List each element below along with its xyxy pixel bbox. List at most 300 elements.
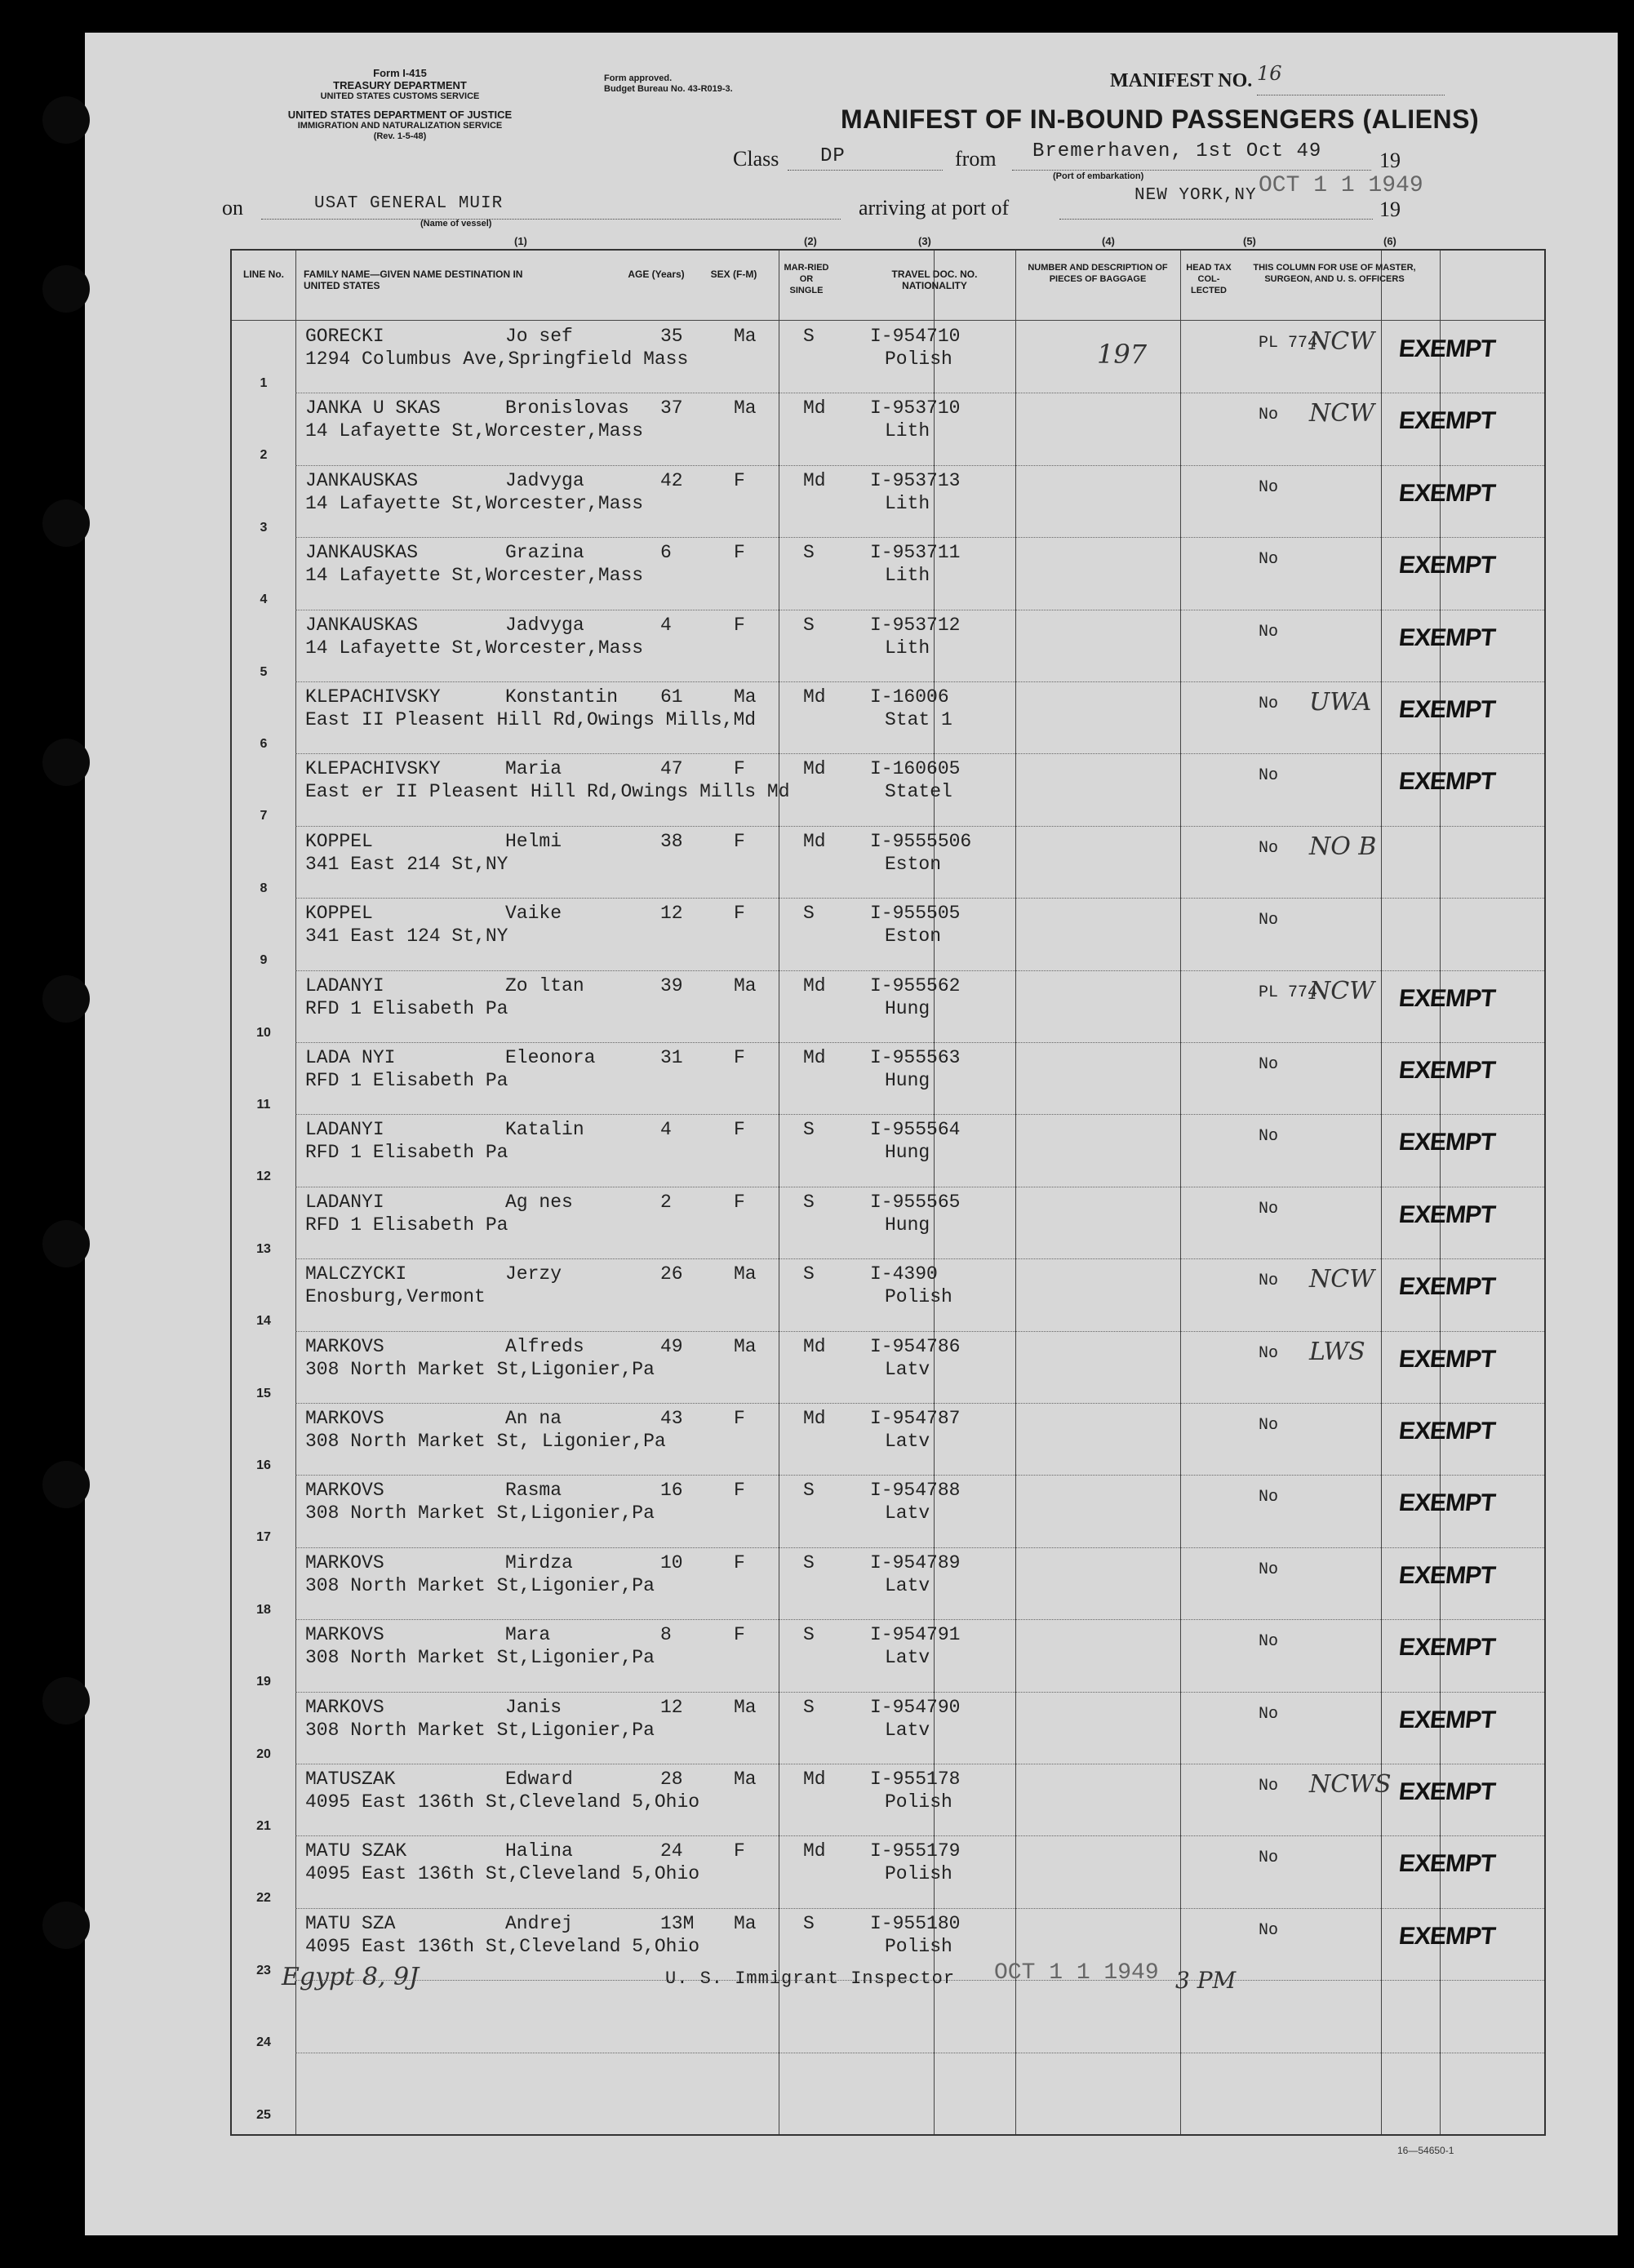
- exempt-stamp: EXEMPT: [1397, 1345, 1497, 1373]
- head-tax: PL 774: [1259, 983, 1318, 1002]
- inspector-time: 3 PM: [1175, 1967, 1237, 1994]
- age: 4: [660, 1119, 672, 1141]
- officer-note: NO B: [1309, 832, 1377, 861]
- family-name: KOPPEL: [305, 830, 373, 852]
- punch-hole: [42, 499, 90, 547]
- destination: RFD 1 Elisabeth Pa: [305, 1070, 508, 1091]
- sex: F: [734, 1047, 745, 1068]
- from-value: Bremerhaven, 1st Oct 49: [1032, 140, 1322, 162]
- officer-note: NCW: [1309, 1265, 1375, 1294]
- travel-doc-no: I-955180: [870, 1912, 961, 1934]
- given-name: Helmi: [505, 830, 562, 852]
- marital-status: S: [803, 903, 815, 925]
- sex: F: [734, 1119, 745, 1141]
- marital-status: Md: [803, 1408, 826, 1429]
- exempt-stamp: EXEMPT: [1397, 479, 1497, 507]
- travel-doc-no: I-955562: [870, 974, 961, 996]
- marital-status: S: [803, 1912, 815, 1934]
- marital-status: Md: [803, 758, 826, 780]
- age: 43: [660, 1408, 683, 1429]
- col-num-2: (2): [804, 235, 817, 247]
- given-name: An na: [505, 1408, 562, 1429]
- head-tax: No: [1259, 911, 1279, 930]
- budget-bureau: Budget Bureau No. 43-R019-3.: [604, 84, 733, 94]
- destination: 14 Lafayette St,Worcester,Mass: [305, 565, 644, 587]
- head-tax: No: [1259, 1632, 1279, 1652]
- exempt-stamp: EXEMPT: [1397, 624, 1497, 651]
- row-divider: [295, 1692, 1544, 1693]
- marital-status: S: [803, 542, 815, 564]
- age: 13M: [660, 1912, 695, 1934]
- punch-hole: [42, 1677, 90, 1724]
- head-tax: No: [1259, 1920, 1279, 1940]
- passenger-table: [230, 249, 1546, 2136]
- line-number: 19: [256, 1675, 271, 1689]
- exempt-stamp: EXEMPT: [1397, 1706, 1497, 1733]
- family-name: GORECKI: [305, 326, 384, 347]
- given-name: Bronislovas: [505, 397, 629, 419]
- exempt-stamp: EXEMPT: [1397, 984, 1497, 1012]
- age: 35: [660, 326, 683, 347]
- line-number: 18: [256, 1602, 271, 1617]
- vessel-note: (Name of vessel): [420, 219, 492, 229]
- given-name: Jadvyga: [505, 614, 584, 636]
- travel-doc-no: I-953713: [870, 469, 961, 491]
- given-name: Jadvyga: [505, 469, 584, 491]
- line-number: 23: [256, 1963, 271, 1977]
- given-name: Halina: [505, 1840, 573, 1862]
- head-tax: No: [1259, 838, 1279, 858]
- destination: 14 Lafayette St,Worcester,Mass: [305, 420, 644, 442]
- head-tax: No: [1259, 1560, 1279, 1579]
- marital-status: S: [803, 1263, 815, 1285]
- exempt-stamp: EXEMPT: [1397, 1850, 1497, 1878]
- family-name: MATU SZA: [305, 1912, 396, 1934]
- justice-dept: UNITED STATES DEPARTMENT OF JUSTICE: [287, 109, 513, 121]
- line-number: 3: [260, 520, 268, 535]
- given-name: Eleonora: [505, 1047, 596, 1068]
- exempt-stamp: EXEMPT: [1397, 1201, 1497, 1228]
- given-name: Edward: [505, 1769, 573, 1790]
- line-number: 12: [256, 1170, 271, 1184]
- sex: F: [734, 1840, 745, 1862]
- travel-doc-no: I-955179: [870, 1840, 961, 1862]
- marital-status: Md: [803, 1769, 826, 1790]
- nationality: Polish: [885, 348, 952, 370]
- age: 31: [660, 1047, 683, 1068]
- row-divider: [295, 1258, 1544, 1259]
- travel-doc-no: I-954786: [870, 1335, 961, 1357]
- travel-doc-no: I-955565: [870, 1191, 961, 1213]
- destination: 1294 Columbus Ave,Springfield Mass: [305, 348, 689, 370]
- family-name: MATUSZAK: [305, 1769, 396, 1790]
- line-number: 16: [256, 1458, 271, 1472]
- family-name: JANKAUSKAS: [305, 614, 419, 636]
- form-approved: Form approved.: [604, 73, 673, 83]
- col-header-name: FAMILY NAME—GIVEN NAME DESTINATION IN UNITED STATES: [304, 269, 523, 291]
- travel-doc-no: I-954710: [870, 326, 961, 347]
- manifest-no-value: 16: [1257, 62, 1282, 85]
- row-divider: [295, 465, 1544, 466]
- marital-status: Md: [803, 830, 826, 852]
- family-name: MARKOVS: [305, 1551, 384, 1573]
- sex: F: [734, 1480, 745, 1502]
- head-tax: No: [1259, 1777, 1279, 1795]
- sex: F: [734, 1624, 745, 1646]
- col-header-married: MAR-RIED OR SINGLE: [784, 263, 829, 295]
- nationality: Hung: [885, 1142, 930, 1164]
- line-number: 15: [256, 1386, 271, 1400]
- given-name: Alfreds: [505, 1335, 584, 1357]
- col-num-6: (6): [1383, 235, 1396, 247]
- travel-doc-no: I-955563: [870, 1047, 961, 1068]
- nationality: Latv: [885, 1502, 930, 1525]
- exempt-stamp: EXEMPT: [1397, 1489, 1497, 1517]
- nationality: Latv: [885, 1358, 930, 1380]
- head-tax: No: [1259, 1343, 1279, 1363]
- col-num-1: (1): [514, 235, 527, 247]
- destination: 341 East 214 St,NY: [305, 853, 508, 875]
- vessel-name: USAT GENERAL MUIR: [314, 194, 504, 213]
- line-number: 20: [256, 1746, 271, 1761]
- marital-status: S: [803, 1191, 815, 1213]
- marital-status: Md: [803, 1047, 826, 1068]
- sex: Ma: [734, 326, 757, 347]
- col-header-line: LINE No.: [243, 269, 284, 280]
- age: 28: [660, 1769, 683, 1790]
- port-embark-note: (Port of embarkation): [1053, 171, 1144, 181]
- punch-hole: [42, 975, 90, 1023]
- head-tax: No: [1259, 1704, 1279, 1724]
- age: 12: [660, 1696, 683, 1718]
- destination: 4095 East 136th St,Cleveland 5,Ohio: [305, 1791, 700, 1813]
- inspector-signature: Egypt 8, 9J: [282, 1963, 420, 1991]
- destination: RFD 1 Elisabeth Pa: [305, 997, 508, 1019]
- age: 37: [660, 397, 683, 419]
- nationality: Lith: [885, 565, 930, 587]
- row-divider: [295, 1547, 1544, 1548]
- nationality: Polish: [885, 1286, 952, 1308]
- col-num-3: (3): [918, 235, 931, 247]
- age: 26: [660, 1263, 683, 1285]
- given-name: Vaike: [505, 903, 562, 925]
- family-name: MARKOVS: [305, 1624, 384, 1646]
- nationality: Stat 1: [885, 709, 952, 730]
- age: 2: [660, 1191, 672, 1213]
- sex: Ma: [734, 397, 757, 419]
- line-number: 21: [256, 1819, 271, 1833]
- age: 10: [660, 1551, 683, 1573]
- travel-doc-no: I-16006: [870, 686, 949, 708]
- marital-status: S: [803, 1696, 815, 1718]
- from-line: [1012, 170, 1371, 171]
- punch-hole: [42, 1220, 90, 1267]
- sex: F: [734, 1408, 745, 1429]
- destination: 308 North Market St,Ligonier,Pa: [305, 1719, 655, 1741]
- sex: Ma: [734, 1696, 757, 1718]
- manifest-title: MANIFEST OF IN-BOUND PASSENGERS (ALIENS): [841, 104, 1480, 134]
- form-number: Form I-415: [373, 67, 427, 79]
- given-name: Katalin: [505, 1119, 584, 1141]
- punch-hole: [42, 1902, 90, 1949]
- exempt-stamp: EXEMPT: [1397, 1778, 1497, 1805]
- officer-note: NCW: [1309, 976, 1375, 1005]
- marital-status: Md: [803, 469, 826, 491]
- age: 24: [660, 1840, 683, 1862]
- marital-status: Md: [803, 1840, 826, 1862]
- given-name: Andrej: [505, 1912, 573, 1934]
- exempt-stamp: EXEMPT: [1397, 768, 1497, 796]
- line-number: 11: [256, 1098, 271, 1112]
- marital-status: S: [803, 614, 815, 636]
- line-number: 6: [260, 737, 268, 751]
- ins-service: IMMIGRATION AND NATURALIZATION SERVICE: [297, 121, 503, 131]
- head-tax: No: [1259, 622, 1279, 641]
- line-number: 8: [260, 881, 268, 895]
- punch-hole: [42, 96, 90, 144]
- row-divider: [295, 1403, 1544, 1404]
- given-name: Konstantin: [505, 686, 619, 708]
- exempt-stamp: EXEMPT: [1397, 407, 1497, 435]
- officer-note: LWS: [1309, 1337, 1365, 1366]
- line-number: 7: [260, 809, 268, 823]
- head-tax: No: [1259, 1272, 1279, 1291]
- row-divider: [295, 753, 1544, 754]
- head-tax: No: [1259, 766, 1279, 786]
- destination: Enosburg,Vermont: [305, 1286, 486, 1308]
- exempt-stamp: EXEMPT: [1397, 1129, 1497, 1156]
- marital-status: S: [803, 326, 815, 347]
- sex: F: [734, 758, 745, 780]
- row-divider: [295, 1475, 1544, 1476]
- head-tax: No: [1259, 477, 1279, 497]
- exempt-stamp: EXEMPT: [1397, 1057, 1497, 1084]
- age: 38: [660, 830, 683, 852]
- revision: (Rev. 1-5-48): [373, 131, 427, 141]
- exempt-stamp: EXEMPT: [1397, 1418, 1497, 1445]
- family-name: JANKA U SKAS: [305, 397, 441, 419]
- age: 12: [660, 903, 683, 925]
- given-name: Janis: [505, 1696, 562, 1718]
- arrival-line: [1059, 219, 1373, 220]
- nationality: Lith: [885, 420, 930, 442]
- given-name: Mirdza: [505, 1551, 573, 1573]
- row-divider: [295, 1619, 1544, 1620]
- inspector-date-stamp: OCT 1 1 1949: [994, 1960, 1159, 1986]
- age: 61: [660, 686, 683, 708]
- nationality: Polish: [885, 1863, 952, 1885]
- age: 39: [660, 974, 683, 996]
- sex: F: [734, 542, 745, 564]
- family-name: KLEPACHIVSKY: [305, 686, 441, 708]
- travel-doc-no: I-9555506: [870, 830, 972, 852]
- punch-hole: [42, 265, 90, 313]
- given-name: Rasma: [505, 1480, 562, 1502]
- sex: Ma: [734, 1335, 757, 1357]
- punch-hole: [42, 1461, 90, 1508]
- year-suffix-1: 19: [1379, 149, 1401, 172]
- nationality: Eston: [885, 853, 942, 875]
- marital-status: Md: [803, 397, 826, 419]
- exempt-stamp: EXEMPT: [1397, 696, 1497, 723]
- travel-doc-no: I-954787: [870, 1408, 961, 1429]
- sex: Ma: [734, 686, 757, 708]
- line-number: 2: [260, 448, 268, 463]
- row-divider: [295, 1114, 1544, 1115]
- sex: F: [734, 469, 745, 491]
- col-num-4: (4): [1102, 235, 1115, 247]
- line-number: 5: [260, 664, 268, 679]
- row-divider: [295, 826, 1544, 827]
- approval-block: [604, 73, 733, 95]
- col-header-officers: THIS COLUMN FOR USE OF MASTER, SURGEON, AND U. S. OFFICERS: [1253, 263, 1416, 284]
- line-number: 13: [256, 1241, 271, 1256]
- nationality: Latv: [885, 1647, 930, 1669]
- sex: F: [734, 1191, 745, 1213]
- travel-doc-no: I-160605: [870, 758, 961, 780]
- year-suffix-2: 19: [1379, 198, 1401, 221]
- travel-doc-no: I-953712: [870, 614, 961, 636]
- destination: 308 North Market St,Ligonier,Pa: [305, 1502, 655, 1525]
- head-tax: No: [1259, 550, 1279, 570]
- treasury-dept: TREASURY DEPARTMENT: [333, 79, 467, 91]
- given-name: Zo ltan: [505, 974, 584, 996]
- nationality: Polish: [885, 1791, 952, 1813]
- given-name: Jerzy: [505, 1263, 562, 1285]
- head-tax: No: [1259, 695, 1279, 713]
- marital-status: S: [803, 1551, 815, 1573]
- family-name: JANKAUSKAS: [305, 469, 419, 491]
- row-divider: [295, 1331, 1544, 1332]
- customs-service: UNITED STATES CUSTOMS SERVICE: [320, 91, 480, 101]
- destination: 4095 East 136th St,Cleveland 5,Ohio: [305, 1935, 700, 1957]
- nationality: Statel: [885, 781, 952, 803]
- arriving-label: arriving at port of: [859, 196, 1010, 220]
- destination: East II Pleasent Hill Rd,Owings Mills,Md: [305, 709, 757, 730]
- head-tax: No: [1259, 1055, 1279, 1074]
- destination: East er II Pleasent Hill Rd,Owings Mills Md: [305, 781, 790, 803]
- nationality: Lith: [885, 492, 930, 514]
- travel-doc-no: I-954791: [870, 1624, 961, 1646]
- punch-hole: [42, 739, 90, 786]
- arrival-port: NEW YORK,NY: [1134, 186, 1257, 205]
- head-tax: PL 774: [1259, 334, 1318, 353]
- given-name: Grazina: [505, 542, 584, 564]
- col-header-baggage: NUMBER AND DESCRIPTION OF PIECES OF BAGGAGE: [1028, 263, 1168, 284]
- age: 8: [660, 1624, 672, 1646]
- family-name: MALCZYCKI: [305, 1263, 407, 1285]
- row-divider: [295, 1042, 1544, 1043]
- age: 47: [660, 758, 683, 780]
- row-divider: [295, 970, 1544, 971]
- col-header-sex: SEX (F-M): [710, 269, 757, 280]
- head-tax: No: [1259, 1488, 1279, 1507]
- nationality: Hung: [885, 1070, 930, 1091]
- family-name: KOPPEL: [305, 903, 373, 925]
- marital-status: Md: [803, 1335, 826, 1357]
- travel-doc-no: I-953711: [870, 542, 961, 564]
- travel-doc-no: I-955178: [870, 1769, 961, 1790]
- age: 49: [660, 1335, 683, 1357]
- line-number: 10: [256, 1025, 271, 1040]
- col-header-age: AGE (Years): [628, 269, 685, 280]
- arrival-date-stamp: OCT 1 1 1949: [1259, 173, 1423, 198]
- travel-doc-no: I-4390: [870, 1263, 938, 1285]
- col-num-5: (5): [1243, 235, 1256, 247]
- given-name: Jo sef: [505, 326, 573, 347]
- head-tax: No: [1259, 406, 1279, 425]
- vessel-line: [261, 219, 841, 220]
- travel-doc-no: I-955564: [870, 1119, 961, 1141]
- destination: 308 North Market St,Ligonier,Pa: [305, 1358, 655, 1380]
- officer-note: NCWS: [1309, 1770, 1392, 1799]
- destination: 14 Lafayette St,Worcester,Mass: [305, 492, 644, 514]
- line-number: 4: [260, 593, 268, 607]
- given-name: Maria: [505, 758, 562, 780]
- family-name: LADANYI: [305, 1119, 384, 1141]
- age: 6: [660, 542, 672, 564]
- exempt-stamp: EXEMPT: [1397, 1634, 1497, 1662]
- line-number: 9: [260, 953, 268, 968]
- sex: Ma: [734, 1769, 757, 1790]
- sex: F: [734, 903, 745, 925]
- travel-doc-no: I-954789: [870, 1551, 961, 1573]
- col-header-travel: TRAVEL DOC. NO. NATIONALITY: [891, 269, 978, 291]
- baggage: 197: [1097, 339, 1148, 370]
- family-name: LADANYI: [305, 974, 384, 996]
- officer-note: NCW: [1309, 399, 1375, 428]
- age: 4: [660, 614, 672, 636]
- given-name: Ag nes: [505, 1191, 573, 1213]
- inspector-label: U. S. Immigrant Inspector: [665, 1968, 956, 1989]
- line-number: 25: [256, 2107, 271, 2122]
- line-number: 14: [256, 1314, 271, 1329]
- marital-status: Md: [803, 686, 826, 708]
- destination: RFD 1 Elisabeth Pa: [305, 1142, 508, 1164]
- row-divider: [295, 681, 1544, 682]
- family-name: KLEPACHIVSKY: [305, 758, 441, 780]
- given-name: Mara: [505, 1624, 551, 1646]
- row-divider: [295, 537, 1544, 538]
- nationality: Hung: [885, 1214, 930, 1236]
- exempt-stamp: EXEMPT: [1397, 335, 1497, 362]
- line-number: 22: [256, 1891, 271, 1906]
- family-name: LADA NYI: [305, 1047, 396, 1068]
- family-name: MARKOVS: [305, 1335, 384, 1357]
- family-name: JANKAUSKAS: [305, 542, 419, 564]
- family-name: MARKOVS: [305, 1408, 384, 1429]
- sex: Ma: [734, 1263, 757, 1285]
- nationality: Polish: [885, 1935, 952, 1957]
- row-divider: [295, 898, 1544, 899]
- sex: F: [734, 1551, 745, 1573]
- exempt-stamp: EXEMPT: [1397, 552, 1497, 579]
- travel-doc-no: I-955505: [870, 903, 961, 925]
- agency-block: [220, 67, 579, 142]
- from-label: from: [955, 147, 997, 171]
- travel-doc-no: I-953710: [870, 397, 961, 419]
- marital-status: Md: [803, 974, 826, 996]
- footer-code: 16—54650-1: [1397, 2145, 1454, 2156]
- exempt-stamp: EXEMPT: [1397, 1273, 1497, 1301]
- class-label: Class: [733, 147, 779, 171]
- family-name: MARKOVS: [305, 1480, 384, 1502]
- sex: Ma: [734, 974, 757, 996]
- head-tax: No: [1259, 1127, 1279, 1147]
- head-tax: No: [1259, 1849, 1279, 1868]
- age: 16: [660, 1480, 683, 1502]
- officer-note: NCW: [1309, 327, 1375, 356]
